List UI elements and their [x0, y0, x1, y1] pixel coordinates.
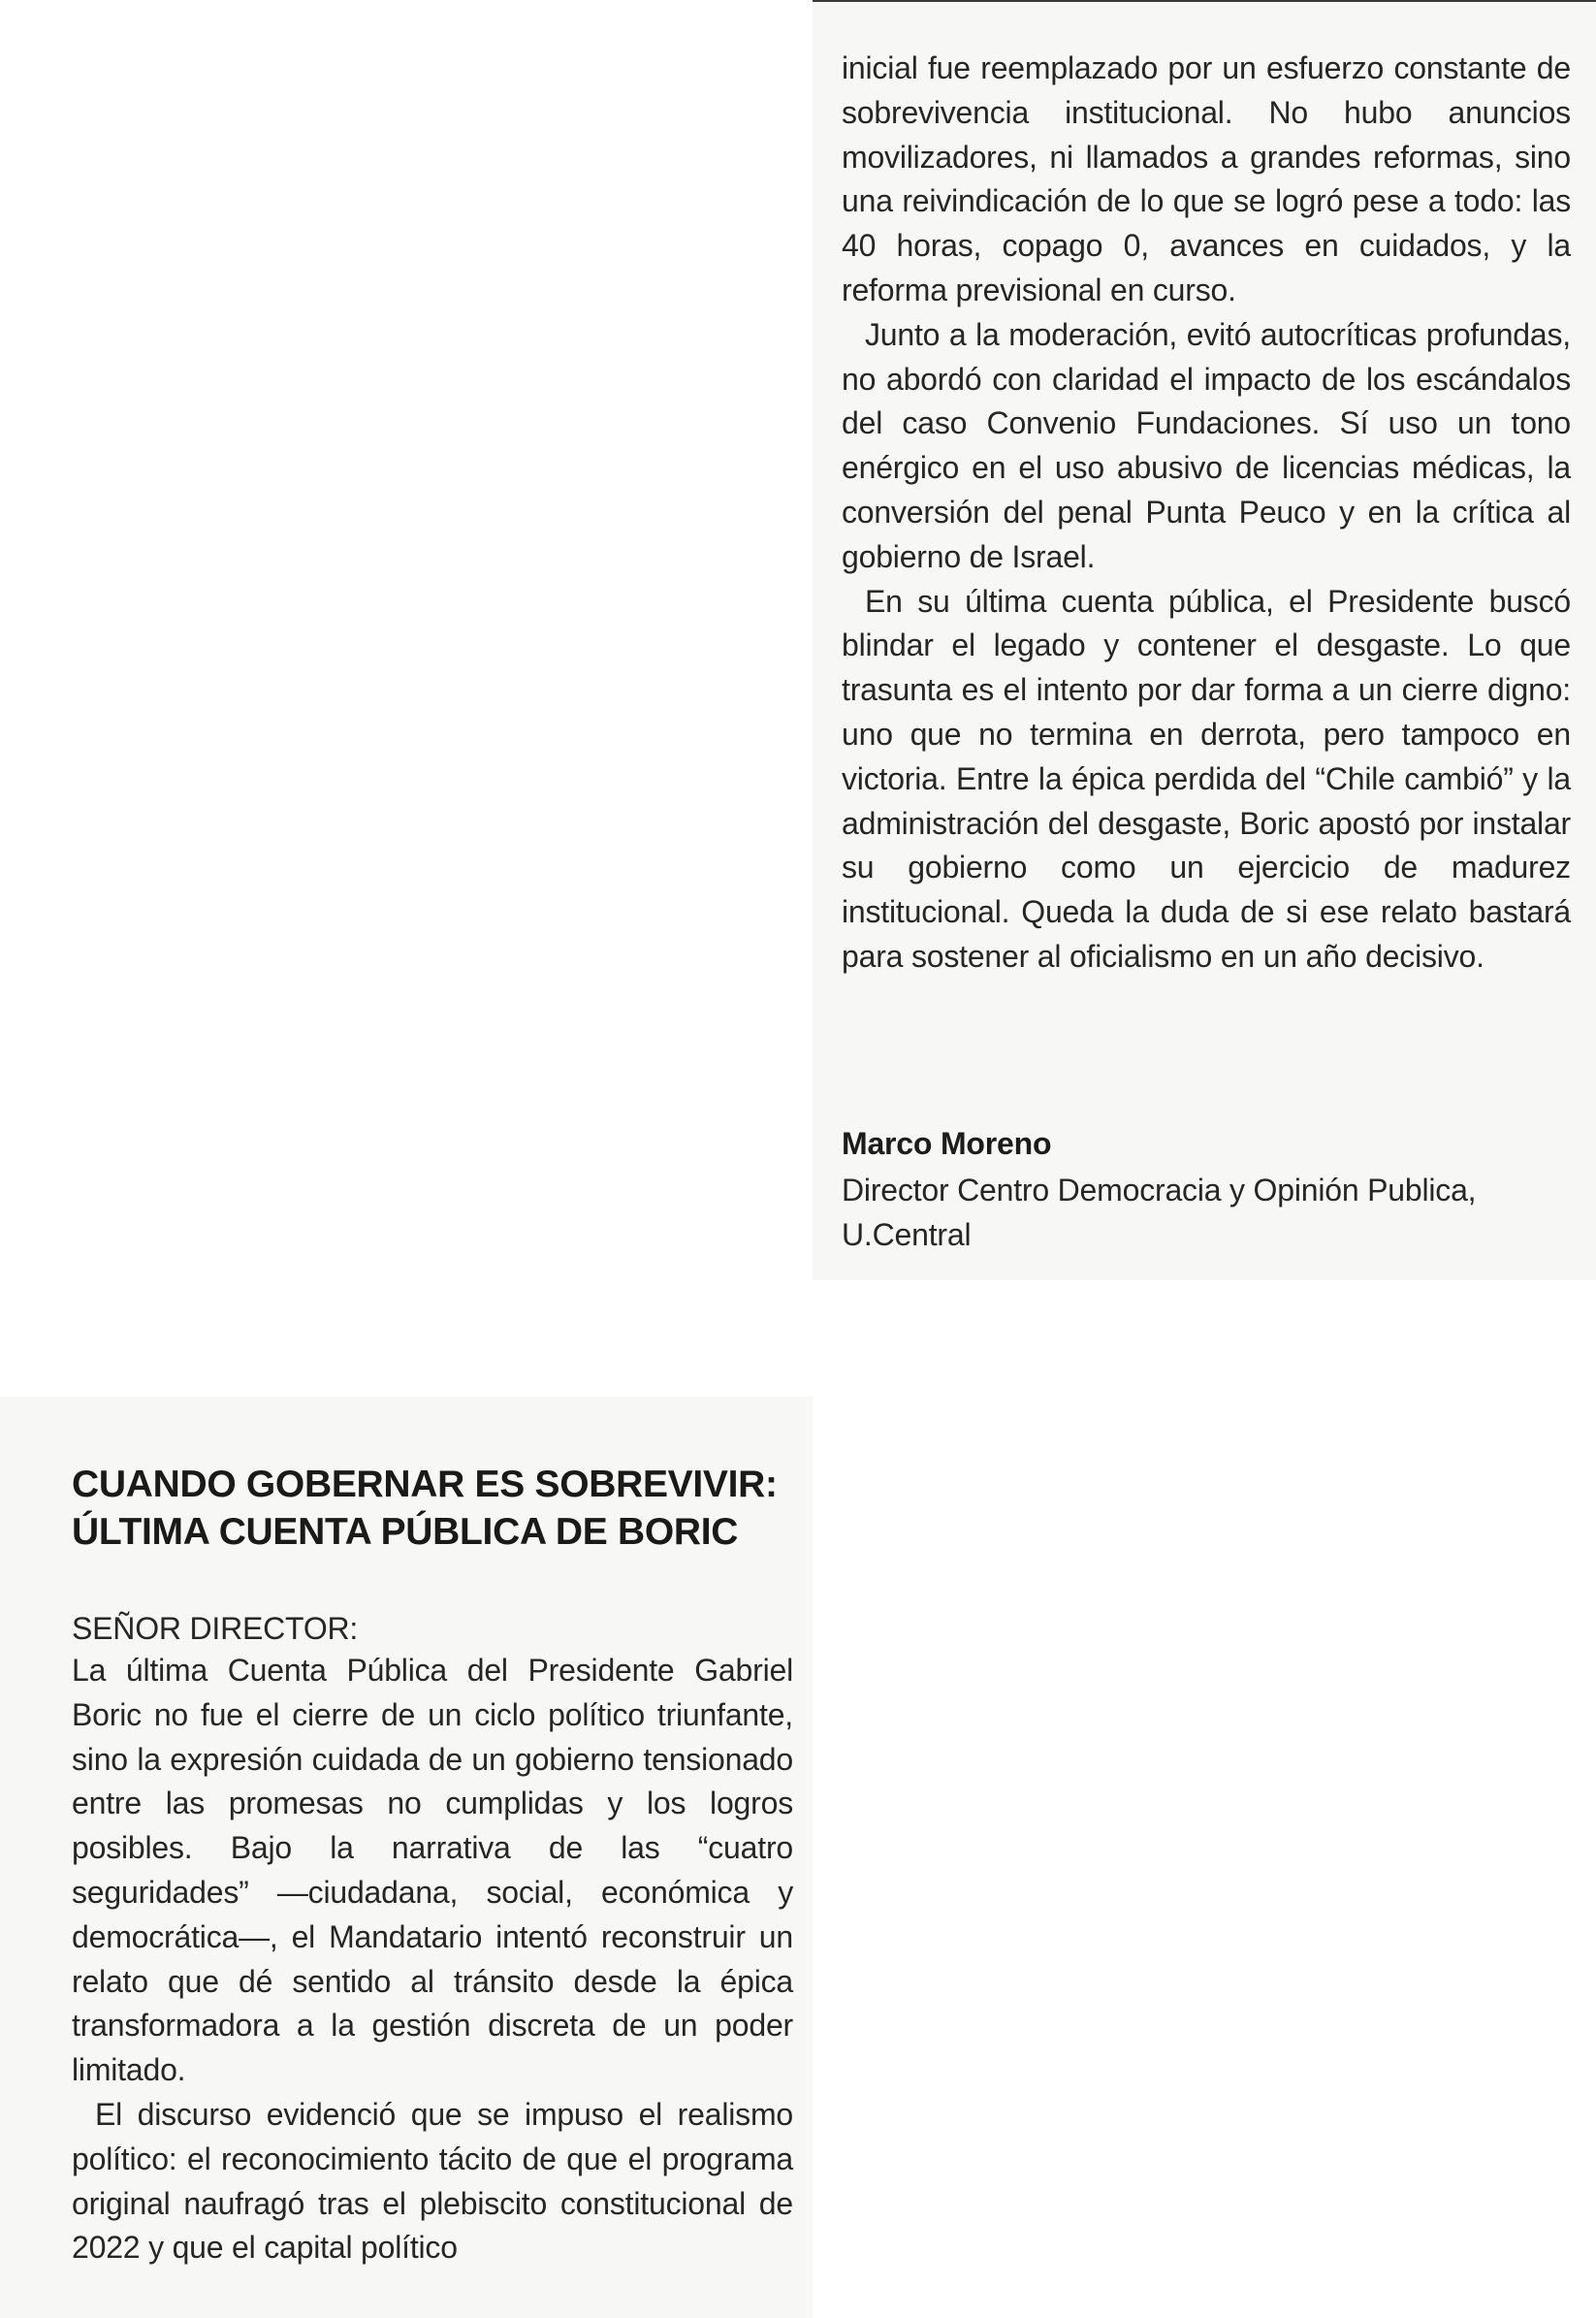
article-continuation-column [842, 47, 1571, 980]
author-signature [842, 1121, 1571, 1257]
article-paragraph: inicial fue reemplazado por un esfuerzo constante de sobrevivencia institucional. No hubo anuncios movilizadores, ni llamados a grandes reformas, sino una reivindicación de lo que se logró pese a todo: las 40 horas, copago 0, avances en cuidados, y la reforma previsional en curso. [842, 50, 1571, 307]
article-paragraph: Junto a la moderación, evitó autocríticas profundas, no abordó con claridad el impacto de los escándalos del caso Convenio Fundaciones. Sí uso un tono enérgico en el uso abusivo de licencias médicas, la conversión del penal Punta Peuco y en la crítica al gobierno de Israel. [842, 316, 1571, 574]
author-name: Marco Moreno [842, 1126, 1052, 1161]
letter-paragraph: La última Cuenta Pública del Presidente Gabriel Boric no fue el cierre de un ciclo político triunfante, sino la expresión cuidada de un gobierno tensionado entre las promesas no cumplidas y los logros posibles. Bajo la narrativa de las “cuatro seguridades” —ciudadana, social, económica y democrática—, el Mandatario intentó reconstruir un relato que dé sentido al tránsito desde la épica transformadora a la gestión discreta de un poder limitado. [72, 1653, 793, 2088]
headline-line-1: CUANDO GOBERNAR ES SOBREVIVIR: [72, 1464, 778, 1505]
headline-line-2: ÚLTIMA CUENTA PÚBLICA DE BORIC [72, 1511, 739, 1553]
letter-salutation: SEÑOR DIRECTOR: [72, 1611, 359, 1646]
author-role: Director Centro Democracia y Opinión Publica, U.Central [842, 1173, 1477, 1252]
article-paragraph: En su última cuenta pública, el Presidente buscó blindar el legado y contener el desgaste. Lo que trasunta es el intento por dar forma a un cierre digno: uno que no termina en derrota, pero tampoco en victoria. Entre la épica perdida del “Chile cambió” y la administración del desgaste, Boric apostó por instalar su gobierno como un ejercicio de madurez institucional. Queda la duda de si ese relato bastará para sostener al oficialismo en un año decisivo. [842, 583, 1571, 974]
letter-headline [72, 1461, 809, 1556]
letter-paragraph: El discurso evidenció que se impuso el realismo político: el reconocimiento tácito de que el programa original naufragó tras el plebiscito constitucional de 2022 y que el capital político [72, 2096, 793, 2266]
letter-body-column [72, 1649, 793, 2270]
